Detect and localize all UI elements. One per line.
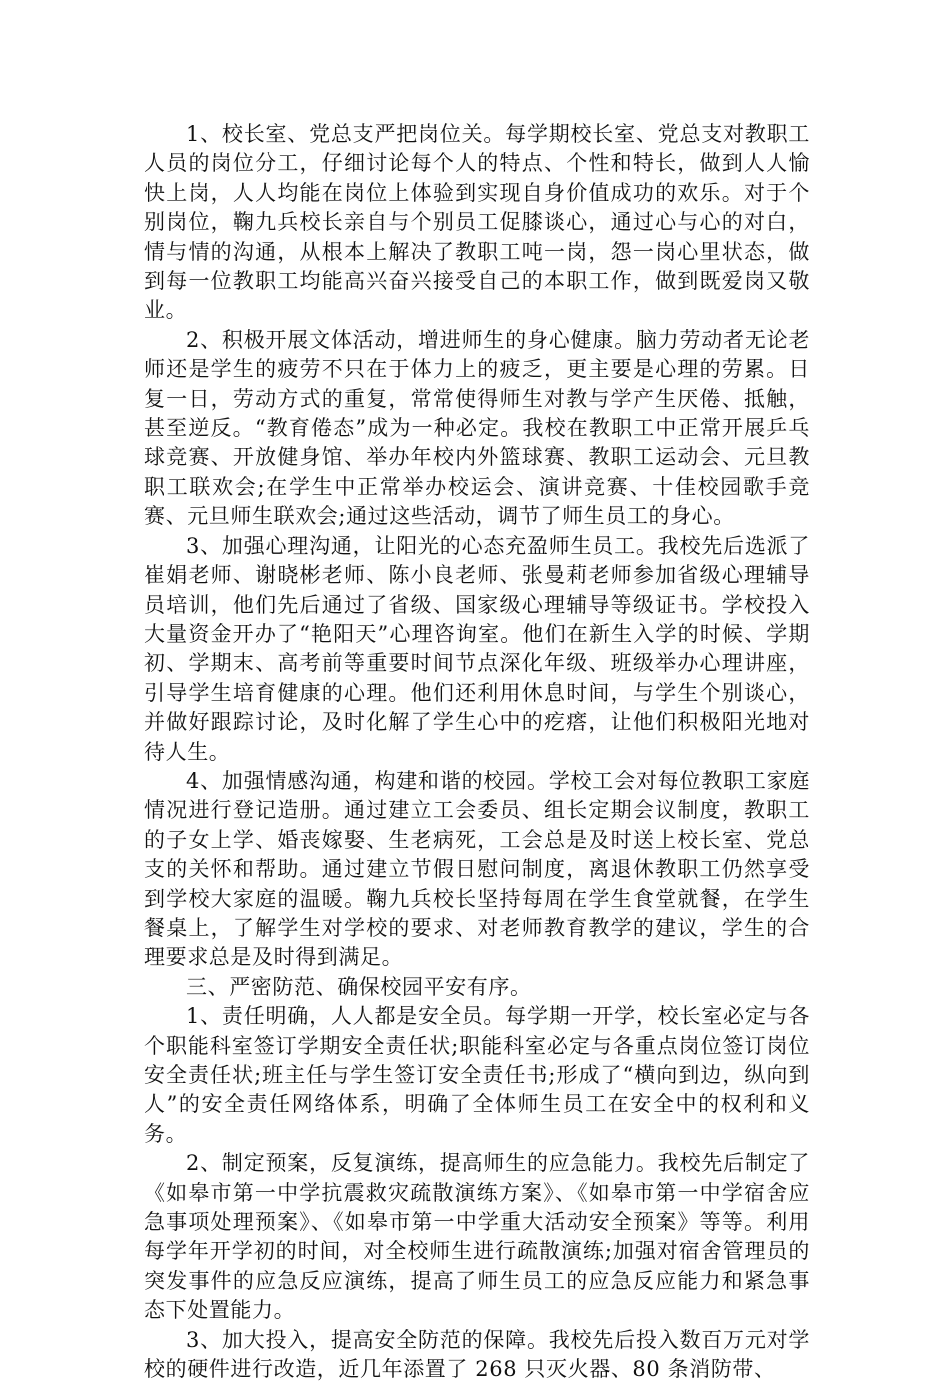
paragraph-safety-responsibility: 1、责任明确，人人都是安全员。每学期一开学，校长室必定与各个职能科室签订学期安全责任状;职能科室必定与各重点岗位签订岗位安全责任状;班主任与学生签订安全责任书;形成了“横向到边，纵向到人”的安全责任网络体系，明确了全体师生员工在安全中的权利和义务。 <box>144 1004 810 1146</box>
paragraph-safety-investment: 3、加大投入，提高安全防范的保障。我校先后投入数百万元对学校的硬件进行改造，近几年添置了 268 只灭火器、80 条消防带、 <box>144 1327 810 1382</box>
paragraph-psychological-communication: 3、加强心理沟通，让阳光的心态充盈师生员工。我校先后选派了崔娟老师、谢晓彬老师、陈小良老师、张曼莉老师参加省级心理辅导员培训，他们先后通过了省级、国家级心理辅导等级证书。学校投入大量资金开办了“艳阳天”心理咨询室。他们在新生入学的时候、学期初、学期末、高考前等重要时间节点深化年级、班级举办心理讲座，引导学生培育健康的心理。他们还利用休息时间，与学生个别谈心，并做好跟踪讨论，及时化解了学生心中的疙瘩，让他们积极阳光地对待人生。 <box>144 533 810 764</box>
paragraph-staff-positions: 1、校长室、党总支严把岗位关。每学期校长室、党总支对教职工人员的岗位分工，仔细讨论每个人的特点、个性和特长，做到人人愉快上岗，人人均能在岗位上体验到实现自身价值成功的欢乐。对于个别岗位，鞠九兵校长亲自与个别员工促膝谈心，通过心与心的对白，情与情的沟通，从根本上解决了教职工吨一岗，怨一岗心里状态，做到每一位教职工均能高兴奋兴接受自己的本职工作，做到既爱岗又敬业。 <box>144 122 810 323</box>
section-heading-campus-safety: 三、严密防范、确保校园平安有序。 <box>186 974 532 999</box>
paragraph-sports-activities: 2、积极开展文体活动，增进师生的身心健康。脑力劳动者无论老师还是学生的疲劳不只在于体力上的疲乏，更主要是心理的劳累。日复一日，劳动方式的重复，常常使得师生对教与学产生厌倦、抵触，甚至逆反。“教育倦态”成为一种必定。我校在教职工中正常开展乒乓球竞赛、开放健身馆、举办年校内外篮球赛、教职工运动会、元旦教职工联欢会;在学生中正常举办校运会、演讲竞赛、十佳校园歌手竞赛、元旦师生联欢会;通过这些活动，调节了师生员工的身心。 <box>144 327 810 529</box>
paragraph-emotional-communication: 4、加强情感沟通，构建和谐的校园。学校工会对每位教职工家庭情况进行登记造册。通过建立工会委员、组长定期会议制度，教职工的子女上学、婚丧嫁娶、生老病死，工会总是及时送上校长室、党总支的关怀和帮助。通过建立节假日慰问制度，离退休教职工仍然享受到学校大家庭的温暖。鞠九兵校长坚持每周在学生食堂就餐，在学生餐桌上，了解学生对学校的要求、对老师教育教学的建议，学生的合理要求总是及时得到满足。 <box>144 768 810 970</box>
paragraph-emergency-drills: 2、制定预案，反复演练，提高师生的应急能力。我校先后制定了《如皋市第一中学抗震救灾疏散演练方案》、《如皋市第一中学宿舍应急事项处理预案》、《如皋市第一中学重大活动安全预案》等等。利用每学年开学初的时间，对全校师生进行疏散演练;加强对宿舍管理员的突发事件的应急反应演练，提高了师生员工的应急反应能力和紧急事态下处置能力。 <box>144 1151 810 1323</box>
document-body <box>144 120 810 1384</box>
